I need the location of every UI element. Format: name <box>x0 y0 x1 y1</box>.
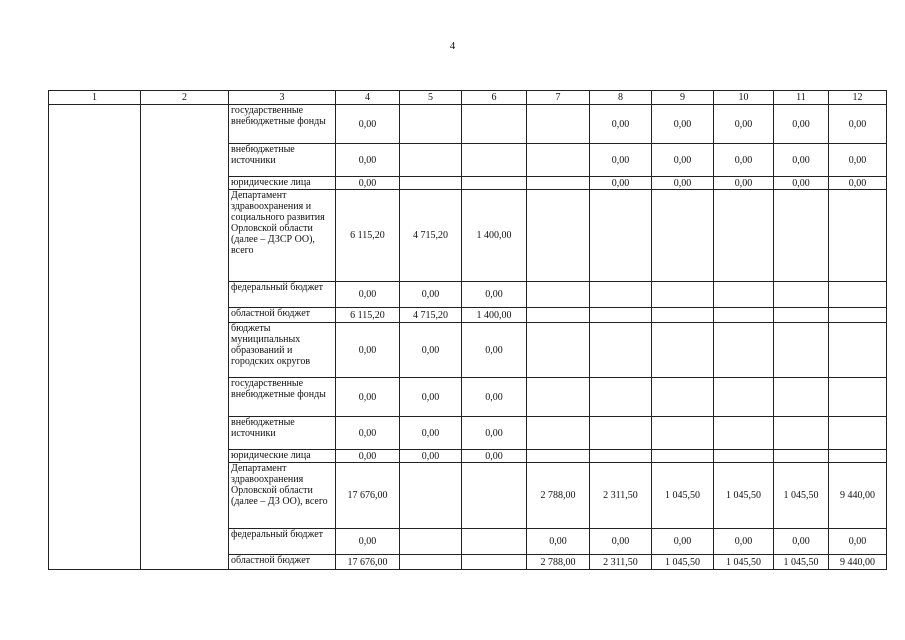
value-cell: 0,00 <box>714 177 774 190</box>
value-cell <box>527 323 590 378</box>
value-cell <box>829 282 887 308</box>
value-cell: 1 400,00 <box>462 190 527 282</box>
value-cell: 0,00 <box>336 323 400 378</box>
value-cell <box>829 190 887 282</box>
value-cell: 0,00 <box>652 105 714 144</box>
value-cell <box>714 190 774 282</box>
value-cell <box>590 450 652 463</box>
column-header: 6 <box>462 91 527 105</box>
value-cell: 0,00 <box>714 144 774 177</box>
value-cell <box>400 529 462 555</box>
value-cell <box>462 555 527 570</box>
column-header: 1 <box>49 91 141 105</box>
value-cell <box>590 190 652 282</box>
value-cell <box>400 463 462 529</box>
value-cell: 0,00 <box>774 177 829 190</box>
value-cell <box>527 282 590 308</box>
value-cell: 0,00 <box>462 417 527 450</box>
value-cell: 0,00 <box>336 144 400 177</box>
column-header: 7 <box>527 91 590 105</box>
row-label: федеральный бюджет <box>229 282 336 308</box>
page-number: 4 <box>449 40 456 52</box>
value-cell: 1 045,50 <box>774 463 829 529</box>
value-cell: 0,00 <box>774 144 829 177</box>
value-cell: 0,00 <box>829 105 887 144</box>
value-cell: 0,00 <box>590 144 652 177</box>
row-label: внебюджетные источники <box>229 417 336 450</box>
value-cell: 0,00 <box>336 105 400 144</box>
value-cell: 0,00 <box>774 529 829 555</box>
budget-table <box>48 90 887 570</box>
value-cell: 2 311,50 <box>590 463 652 529</box>
value-cell: 0,00 <box>336 282 400 308</box>
column-header: 4 <box>336 91 400 105</box>
value-cell <box>527 190 590 282</box>
value-cell <box>774 308 829 323</box>
table-header-row <box>49 91 887 105</box>
value-cell <box>829 323 887 378</box>
row-label: бюджеты муниципальных образований и городских округов <box>229 323 336 378</box>
value-cell <box>462 144 527 177</box>
value-cell <box>462 529 527 555</box>
value-cell <box>590 323 652 378</box>
table-row <box>49 105 887 144</box>
value-cell: 2 311,50 <box>590 555 652 570</box>
value-cell <box>527 177 590 190</box>
value-cell <box>714 378 774 417</box>
row-label: юридические лица <box>229 450 336 463</box>
value-cell: 0,00 <box>714 105 774 144</box>
row-label: государственные внебюджетные фонды <box>229 378 336 417</box>
value-cell: 1 045,50 <box>652 463 714 529</box>
value-cell: 0,00 <box>400 450 462 463</box>
value-cell: 0,00 <box>400 417 462 450</box>
value-cell: 1 045,50 <box>714 463 774 529</box>
value-cell: 17 676,00 <box>336 463 400 529</box>
value-cell: 0,00 <box>590 529 652 555</box>
row-label: Департамент здравоохранения и социального развития Орловской области (далее – ДЗСР ОО), всего <box>229 190 336 282</box>
value-cell: 0,00 <box>829 144 887 177</box>
row-label: областной бюджет <box>229 308 336 323</box>
value-cell: 0,00 <box>652 144 714 177</box>
value-cell <box>527 308 590 323</box>
value-cell <box>714 417 774 450</box>
value-cell <box>462 463 527 529</box>
value-cell: 0,00 <box>774 105 829 144</box>
value-cell <box>527 417 590 450</box>
row-label: федеральный бюджет <box>229 529 336 555</box>
value-cell <box>714 308 774 323</box>
value-cell <box>652 323 714 378</box>
value-cell <box>652 282 714 308</box>
value-cell <box>527 450 590 463</box>
value-cell: 9 440,00 <box>829 555 887 570</box>
column-header: 11 <box>774 91 829 105</box>
column-header: 2 <box>141 91 229 105</box>
value-cell: 4 715,20 <box>400 190 462 282</box>
row-label: областной бюджет <box>229 555 336 570</box>
value-cell: 1 045,50 <box>774 555 829 570</box>
value-cell: 0,00 <box>652 177 714 190</box>
value-cell <box>829 378 887 417</box>
value-cell <box>527 378 590 417</box>
value-cell: 0,00 <box>400 282 462 308</box>
value-cell: 0,00 <box>829 177 887 190</box>
column-header: 10 <box>714 91 774 105</box>
value-cell <box>829 417 887 450</box>
row-label: Департамент здравоохранения Орловской области (далее – ДЗ ОО), всего <box>229 463 336 529</box>
row-label: государственные внебюджетные фонды <box>229 105 336 144</box>
value-cell <box>652 308 714 323</box>
value-cell: 1 045,50 <box>714 555 774 570</box>
value-cell: 0,00 <box>590 105 652 144</box>
value-cell <box>652 450 714 463</box>
value-cell <box>590 308 652 323</box>
value-cell: 0,00 <box>462 323 527 378</box>
value-cell <box>400 105 462 144</box>
value-cell: 1 045,50 <box>652 555 714 570</box>
value-cell <box>590 282 652 308</box>
value-cell <box>652 378 714 417</box>
value-cell: 0,00 <box>336 529 400 555</box>
value-cell <box>462 105 527 144</box>
value-cell <box>527 105 590 144</box>
column-header: 3 <box>229 91 336 105</box>
column-header: 8 <box>590 91 652 105</box>
value-cell: 6 115,20 <box>336 190 400 282</box>
value-cell: 0,00 <box>400 378 462 417</box>
value-cell: 0,00 <box>462 378 527 417</box>
value-cell <box>400 177 462 190</box>
column-header: 9 <box>652 91 714 105</box>
column-2-cell <box>141 105 229 570</box>
value-cell: 0,00 <box>527 529 590 555</box>
value-cell: 0,00 <box>462 450 527 463</box>
value-cell <box>774 282 829 308</box>
row-label: юридические лица <box>229 177 336 190</box>
value-cell <box>462 177 527 190</box>
value-cell: 0,00 <box>462 282 527 308</box>
value-cell: 0,00 <box>336 378 400 417</box>
column-header: 5 <box>400 91 462 105</box>
value-cell <box>774 450 829 463</box>
value-cell <box>652 417 714 450</box>
value-cell <box>652 190 714 282</box>
value-cell <box>714 323 774 378</box>
value-cell: 6 115,20 <box>336 308 400 323</box>
value-cell: 9 440,00 <box>829 463 887 529</box>
value-cell <box>774 378 829 417</box>
column-1-cell <box>49 105 141 570</box>
value-cell <box>774 190 829 282</box>
value-cell: 2 788,00 <box>527 555 590 570</box>
row-label: внебюджетные источники <box>229 144 336 177</box>
value-cell <box>590 378 652 417</box>
value-cell <box>590 417 652 450</box>
value-cell: 1 400,00 <box>462 308 527 323</box>
value-cell <box>400 555 462 570</box>
value-cell: 0,00 <box>590 177 652 190</box>
value-cell: 17 676,00 <box>336 555 400 570</box>
value-cell <box>527 144 590 177</box>
value-cell: 0,00 <box>652 529 714 555</box>
value-cell: 0,00 <box>336 177 400 190</box>
value-cell: 0,00 <box>714 529 774 555</box>
value-cell <box>714 282 774 308</box>
value-cell <box>829 308 887 323</box>
value-cell: 2 788,00 <box>527 463 590 529</box>
value-cell <box>829 450 887 463</box>
value-cell <box>714 450 774 463</box>
column-header: 12 <box>829 91 887 105</box>
value-cell: 0,00 <box>400 323 462 378</box>
value-cell <box>400 144 462 177</box>
value-cell <box>774 417 829 450</box>
value-cell: 0,00 <box>336 417 400 450</box>
value-cell <box>774 323 829 378</box>
value-cell: 0,00 <box>336 450 400 463</box>
table-body <box>49 105 887 570</box>
value-cell: 4 715,20 <box>400 308 462 323</box>
value-cell: 0,00 <box>829 529 887 555</box>
